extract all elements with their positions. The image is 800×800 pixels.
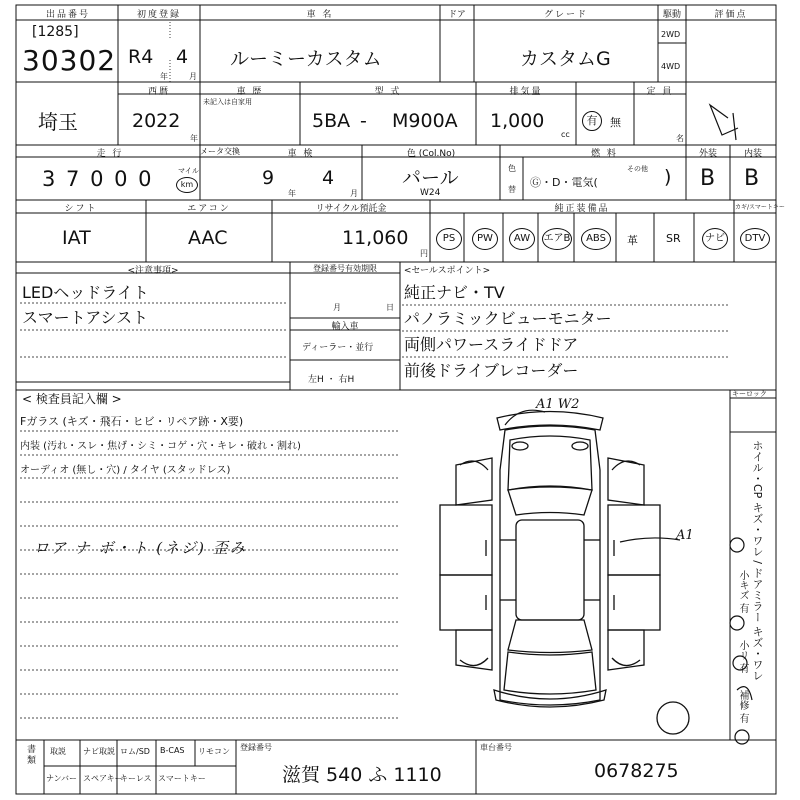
mileage-unit-mile: マイル [178,167,199,175]
fuel-other-label: その他 [627,165,648,173]
equip-leather: 革 [627,234,638,247]
side-repair: 補修 有 [737,690,748,724]
fuel-label: 燃 料 [591,149,618,159]
turbo-no: 無 [610,116,621,129]
meter-change-label: メータ交換 [200,147,240,156]
capacity-unit: 名 [676,134,684,143]
western-year: 2022 [132,110,181,132]
equip-navi: ナビ [702,228,728,250]
inspection-label: 車 検 [287,149,315,159]
ac-label: エアコン [187,204,231,214]
history-note: 未記入は自家用 [203,98,252,106]
first-reg-month-unit: 月 [189,72,197,81]
exterior-label: 外装 [698,149,717,159]
mileage-unit-km-circled: km [176,177,198,193]
model-code-dash: - [360,110,367,132]
doc-keyless: キーレス [120,774,152,783]
ac: AAC [188,227,228,249]
documents-label: 書類 [25,744,35,766]
sales-point-4: 前後ドライブレコーダー [404,361,579,380]
drive-2wd: 2WD [661,30,681,39]
import-label: 輸入車 [331,322,359,332]
vin-label: 車台番号 [480,743,512,752]
doc-spare-key: スペアキー [83,774,123,783]
history-label: 車 歴 [236,87,264,97]
equip-dtv: DTV [740,228,770,250]
mileage: 3 7 0 0 0 [42,167,154,191]
grade-name: カスタムG [520,48,611,70]
western-year-unit: 年 [190,134,198,143]
mileage-label: 走 行 [96,149,124,159]
equip-sunroof: SR [666,232,681,245]
shift-label: シフト [64,204,98,214]
inspection-year-unit: 年 [288,189,296,198]
diagram-note-front: A1 W2 [536,397,580,412]
first-reg-year-unit: 年 [160,72,168,81]
model-code-label: 型 式 [374,87,402,97]
turbo-yes-circled: 有 [582,111,602,131]
drive-label: 駆動 [662,10,681,20]
doc-number-plate: ナンバー [46,774,78,783]
door-label: ドア [448,10,466,20]
lot-number: 30302 [22,44,117,77]
recycle-label: リサイクル預託金 [315,204,387,214]
inspection-month: 4 [322,167,335,189]
reg-expiry-day: 日 [386,303,394,312]
recycle-fee: 11,060 [342,227,409,249]
color-label: 色 (Col.No) [406,149,456,159]
model-code: M900A [392,110,458,132]
side-wheel-mirror-text: ホイル・CP キズ・ワレ / ドアミラー キズ・ワレ [751,440,764,682]
western-year-label: 西暦 [147,87,170,97]
fuel-close-paren: ) [664,166,672,188]
caution-item-1: LEDヘッドライト [22,283,149,302]
color-change-top: 色 [508,164,516,173]
first-registration-label: 初度登録 [136,10,181,20]
caution-label: <注意事項> [127,266,179,276]
drive-4wd: 4WD [661,62,681,71]
displacement: 1,000 [490,110,545,132]
dealer-parallel: ディーラー・並行 [302,343,374,353]
exterior-grade: B [700,166,716,191]
inspection-year: 9 [262,167,275,189]
registration-expiry-label: 登録番号有効期限 [313,264,377,273]
sales-point-1: 純正ナビ・TV [404,283,505,302]
shift: IAT [62,227,91,249]
doc-bcas: B-CAS [160,746,185,755]
grade-label: グレード [543,10,588,20]
doc-navi-manual: ナビ取説 [83,747,115,756]
equip-ps: PS [436,228,462,250]
inspection-month-unit: 月 [350,189,358,198]
fuel-options: Ⓖ・D・電気( [530,176,598,189]
first-reg-era: R4 [128,46,154,68]
equip-aw: AW [509,228,535,250]
equip-airbag: エアB [542,228,572,250]
vin-number: 0678275 [594,760,679,782]
key-lock-label: キーロック [732,390,767,398]
lot-sub-number: [1285] [32,24,79,40]
model-name: ルーミーカスタム [230,48,382,70]
first-reg-month: 4 [176,46,189,68]
inspector-handwritten-note: ロア ナ ボ・ト (ネジ) 歪み [34,539,247,557]
doc-rom-sd: ロム/SD [120,747,150,756]
doc-remote: リモコン [198,747,230,756]
doc-smart-key: スマートキー [158,774,206,783]
color-change-bottom: 替 [508,185,516,194]
equipment-label: 純正装備品 [554,204,610,214]
inspector-label: < 検査員記入欄 > [22,392,122,406]
sales-point-3: 両側パワースライドドア [404,335,579,354]
sales-point-2: パノラミックビューモニター [404,309,612,328]
lot-number-label: 出品番号 [45,10,90,20]
inspector-audio-tire: オーディオ (無し・穴) / タイヤ (スタッドレス) [20,465,231,476]
model-code-prefix: 5BA [312,110,351,132]
recycle-yen: 円 [420,249,428,258]
plate-label: 登録番号 [240,743,272,752]
car-damage-diagram [440,412,689,735]
diagram-note-side: A1 [676,528,694,543]
inspector-windshield: Fガラス (キズ・飛石・ヒビ・リペア跡・X要) [20,415,244,428]
region: 埼玉 [38,110,78,134]
doc-manual: 取説 [50,747,66,756]
color: パール [402,167,459,189]
caution-item-2: スマートアシスト [22,308,149,327]
equip-abs: ABS [581,228,611,250]
interior-label: 内装 [743,149,762,159]
color-number: W24 [420,188,441,198]
score-label: 評価点 [714,10,748,20]
sales-points-label: <セールスポイント> [403,266,491,276]
keyless-label: カギ/スマートキー [735,204,785,211]
displacement-unit: cc [561,130,570,139]
equip-pw: PW [472,228,498,250]
inspector-interior: 内装 (汚れ・スレ・焦げ・シミ・コゲ・穴・キレ・破れ・割れ) [20,441,301,452]
side-small-dent: 小リ 有 [737,640,748,674]
interior-grade: B [744,166,760,191]
side-small-scratch: 小キズ 有 [737,570,748,614]
reg-expiry-month: 月 [333,303,341,312]
capacity-label: 定 員 [646,87,674,97]
displacement-label: 排気量 [509,87,543,97]
model-name-label: 車 名 [306,10,334,20]
plate-number: 滋賀 540 ふ 1110 [282,764,442,786]
handle-side: 左H ・ 右H [308,375,355,385]
